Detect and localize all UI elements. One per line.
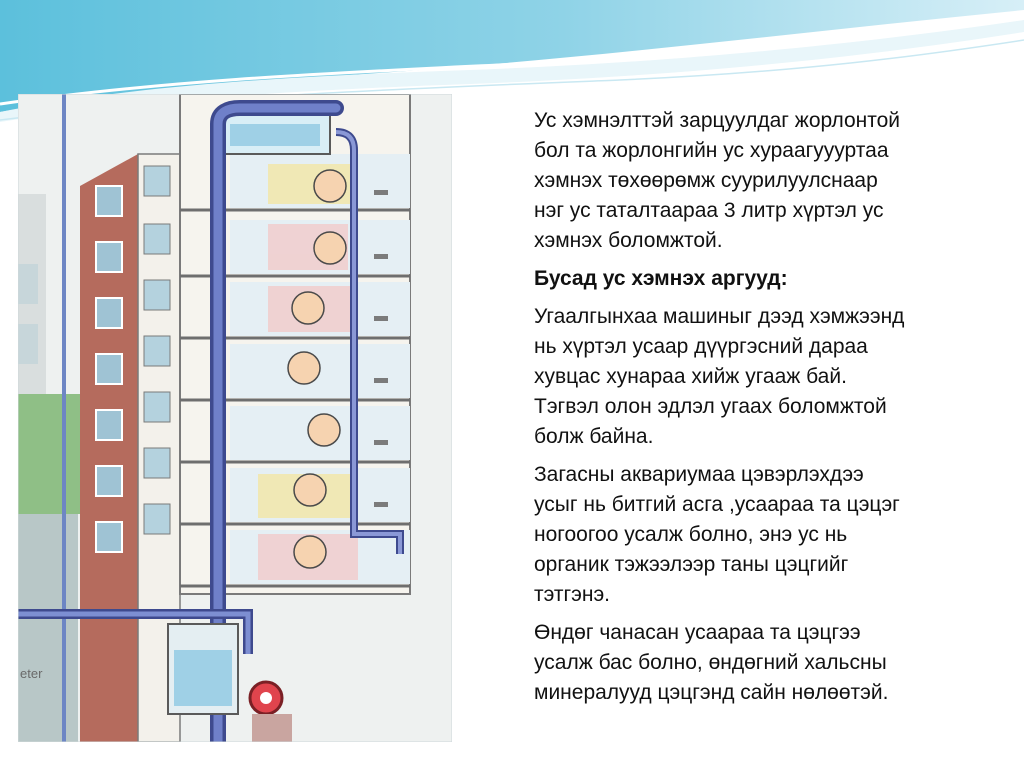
text-line: нь хүртэл усаар дүүргэсний дараа xyxy=(534,335,868,358)
building-illustration xyxy=(18,94,452,742)
text-line: Ус хэмнэлттэй зарцуулдаг жорлонтой xyxy=(534,109,901,132)
text-line: Загасны аквариумаа цэвэрлэхдээ xyxy=(534,463,864,486)
person-icon xyxy=(294,474,326,506)
text-line: нэг ус таталтаараа 3 литр хүртэл ус xyxy=(534,199,884,222)
text-line: бол та жорлонгийн ус хураагуууртаа xyxy=(534,139,889,162)
text-line: Тэгвэл олон эдлэл угаах боломжтой xyxy=(534,395,887,418)
text-line: тэтгэнэ. xyxy=(534,583,611,606)
person-icon xyxy=(314,232,346,264)
text-line: болж байна. xyxy=(534,425,654,448)
person-icon xyxy=(308,414,340,446)
person-icon xyxy=(292,292,324,324)
paragraph xyxy=(534,302,1004,452)
text-line: Өндөг чанасан усаараа та цэцгээ xyxy=(534,621,861,644)
grass-area xyxy=(18,394,88,514)
person-icon xyxy=(294,536,326,568)
water-line xyxy=(62,94,66,742)
person-icon xyxy=(288,352,320,384)
text-content xyxy=(534,106,1004,716)
text-line: хувцас хунараа хийж угааж бай. xyxy=(534,365,847,388)
text-line: органик тэжээлээр таны цэцгийг xyxy=(534,553,849,576)
meter-label: eter xyxy=(20,666,43,681)
text-line: минералууд цэцгэнд сайн нөлөөтэй. xyxy=(534,681,889,704)
text-line: хэмнэх боломжтой. xyxy=(534,229,723,252)
text-line: Угаалгынхаа машиныг дээд хэмжээнд xyxy=(534,305,905,328)
section-heading xyxy=(534,264,1004,294)
text-line: хэмнэх төхөөрөмж суурилуулснаар xyxy=(534,169,878,192)
text-line: ногоогоо усалж болно, энэ ус нь xyxy=(534,523,848,546)
paragraph xyxy=(534,106,1004,256)
text-line: Бусад ус хэмнэх аргууд: xyxy=(534,267,788,290)
paragraph xyxy=(534,460,1004,610)
paragraph xyxy=(534,618,1004,708)
text-line: усыг нь битгий асга ,усаараа та цэцэг xyxy=(534,493,900,516)
person-icon xyxy=(314,170,346,202)
text-line: усалж бас болно, өндөгний хальсны xyxy=(534,651,887,674)
